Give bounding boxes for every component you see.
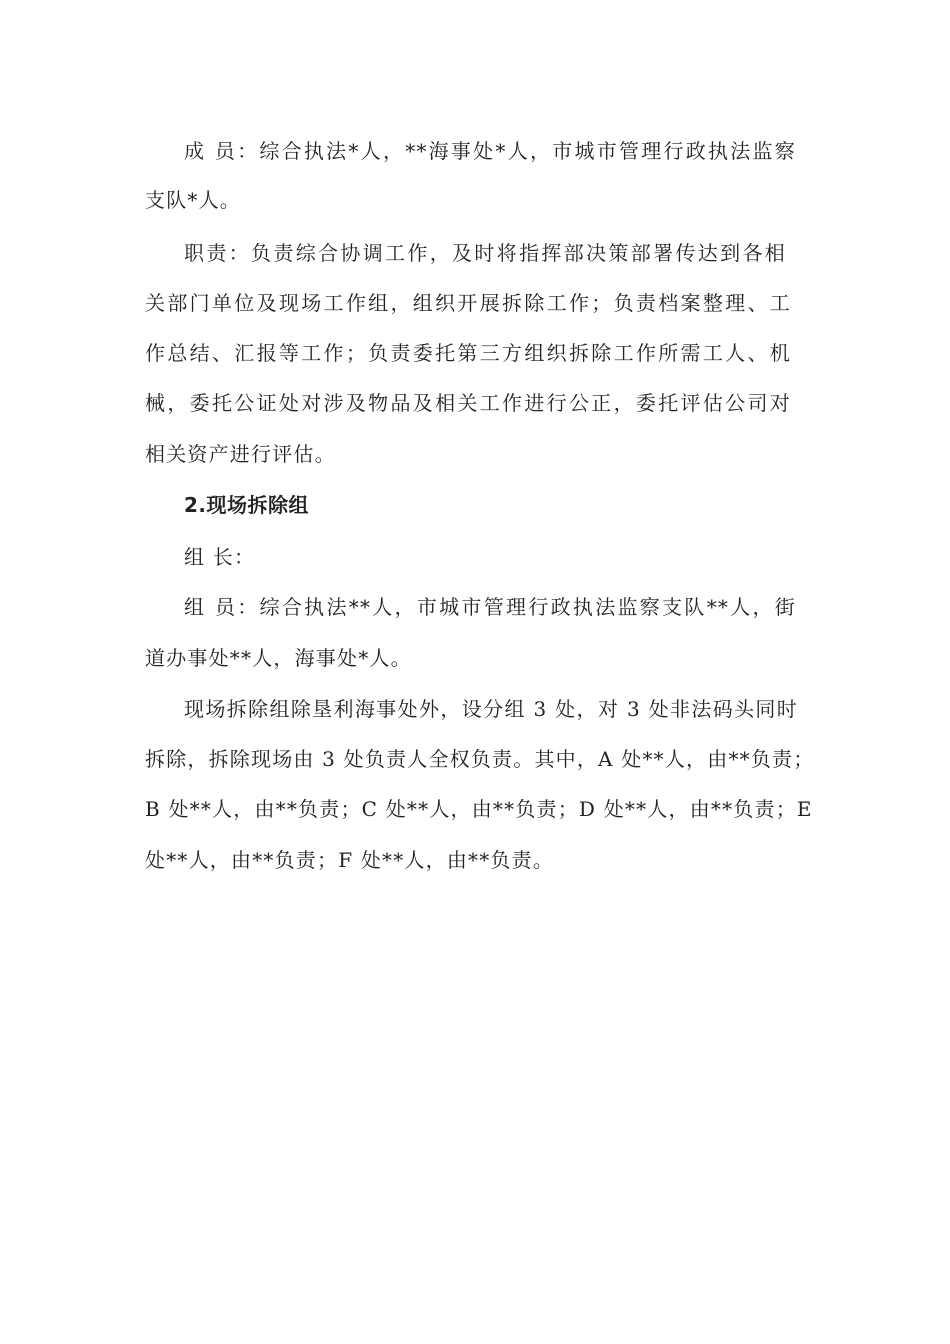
duties-line-1: 职责：负责综合协调工作，及时将指挥部决策部署传达到各相 [184, 241, 786, 265]
demolition-line-4: 处**人，由**负责；F 处**人，由**负责。 [145, 848, 555, 872]
section-heading: 2.现场拆除组 [184, 493, 310, 517]
members2-line-1: 组 员：综合执法**人，市城市管理行政执法监察支队**人，街 [184, 595, 796, 619]
demolition-line-2: 拆除，拆除现场由 3 处负责人全权负责。其中，A 处**人，由**负责； [145, 747, 815, 771]
leader-line: 组 长： [184, 545, 256, 569]
members-line-1: 成 员：综合执法*人，**海事处*人，市城市管理行政执法监察 [184, 139, 796, 163]
demolition-line-3: B 处**人，由**负责；C 处**人，由**负责；D 处**人，由**负责；E [145, 797, 813, 821]
duties-line-3: 作总结、汇报等工作；负责委托第三方组织拆除工作所需工人、机 [145, 341, 791, 365]
duties-line-5: 相关资产进行评估。 [145, 442, 336, 466]
duties-line-4: 械，委托公证处对涉及物品及相关工作进行公正，委托评估公司对 [145, 391, 791, 415]
duties-line-2: 关部门单位及现场工作组，组织开展拆除工作；负责档案整理、工 [145, 291, 791, 315]
members2-line-2: 道办事处**人，海事处*人。 [145, 646, 412, 670]
demolition-line-1: 现场拆除组除垦利海事处外，设分组 3 处，对 3 处非法码头同时 [184, 697, 798, 721]
members-line-2: 支队*人。 [145, 188, 241, 212]
